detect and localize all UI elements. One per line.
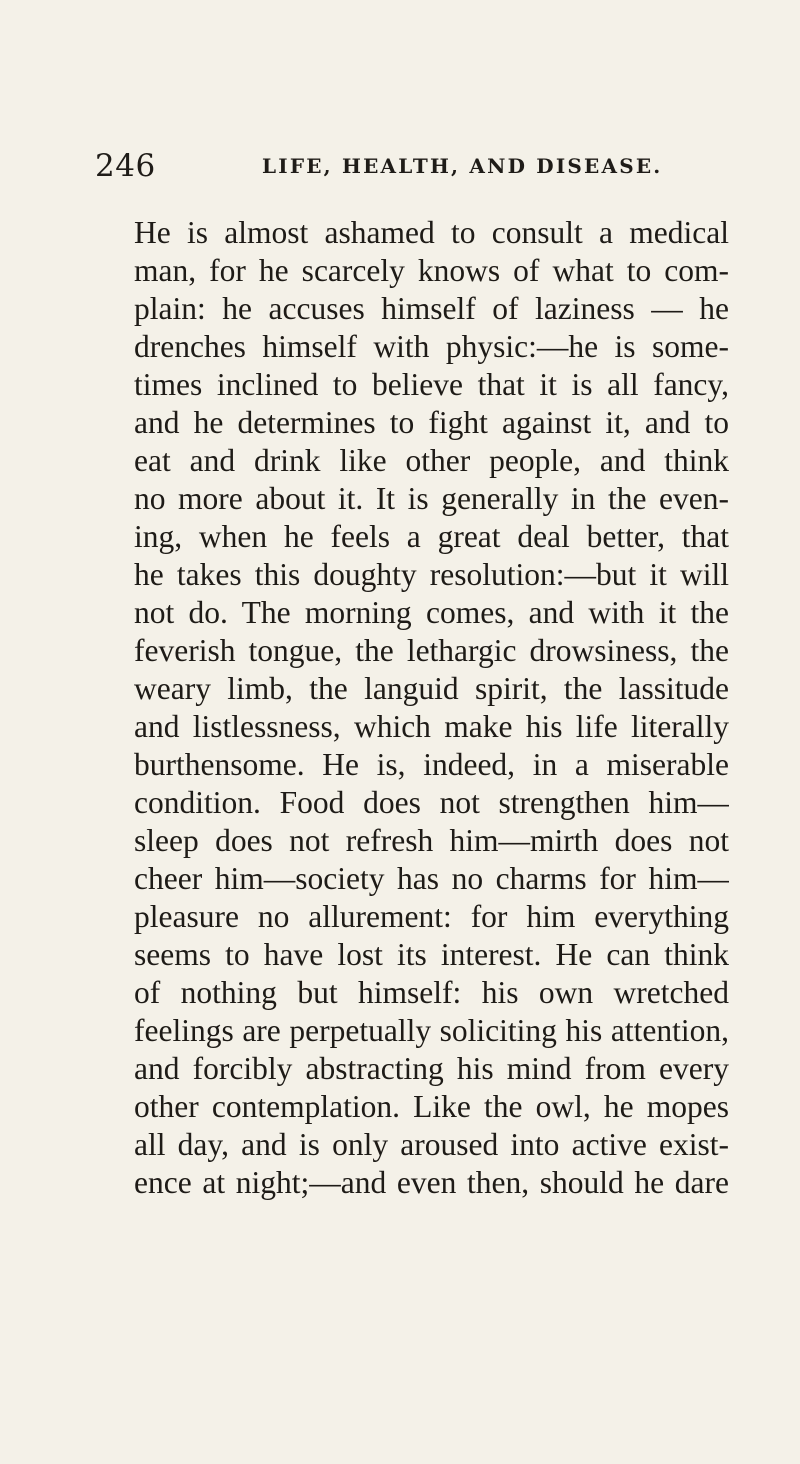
text-line: eat and drink like other people, and think [134, 443, 729, 478]
text-line: He is almost ashamed to consult a medical [134, 215, 729, 250]
text-line: all day, and is only aroused into active exist- [134, 1127, 729, 1162]
text-line: no more about it. It is generally in the even- [134, 481, 729, 516]
text-line: sleep does not refresh him—mirth does not [134, 823, 729, 858]
text-line: plain: he accuses himself of laziness — he [134, 291, 729, 326]
text-line: of nothing but himself: his own wretched [134, 975, 729, 1010]
text-line: ing, when he feels a great deal better, that [134, 519, 729, 554]
text-line: other contemplation. Like the owl, he mopes [134, 1089, 729, 1124]
text-line: and forcibly abstracting his mind from every [134, 1051, 729, 1086]
page-number: 246 [95, 148, 156, 184]
text-line: weary limb, the languid spirit, the lassitude [134, 671, 729, 706]
text-line: feelings are perpetually soliciting his attention, [134, 1013, 729, 1048]
text-line: burthensome. He is, indeed, in a miserable [134, 747, 729, 782]
text-line: and he determines to fight against it, and to [134, 405, 729, 440]
text-line: feverish tongue, the lethargic drowsiness, the [134, 633, 729, 668]
text-line: cheer him—society has no charms for him— [134, 861, 729, 896]
header-title: LIFE, HEALTH, AND DISEASE. [262, 154, 663, 178]
text-line: not do. The morning comes, and with it the [134, 595, 729, 630]
text-line: drenches himself with physic:—he is some- [134, 329, 729, 364]
body-text [134, 214, 729, 1202]
text-line: and listlessness, which make his life literally [134, 709, 729, 744]
text-line: times inclined to believe that it is all fancy, [134, 367, 729, 402]
text-line: condition. Food does not strengthen him— [134, 785, 729, 820]
running-header [95, 146, 775, 186]
text-line: ence at night;—and even then, should he dare [134, 1165, 729, 1200]
text-line: pleasure no allurement: for him everything [134, 899, 729, 934]
text-line: he takes this doughty resolution:—but it will [134, 557, 729, 592]
text-line: seems to have lost its interest. He can think [134, 937, 729, 972]
text-line: man, for he scarcely knows of what to com- [134, 253, 729, 288]
